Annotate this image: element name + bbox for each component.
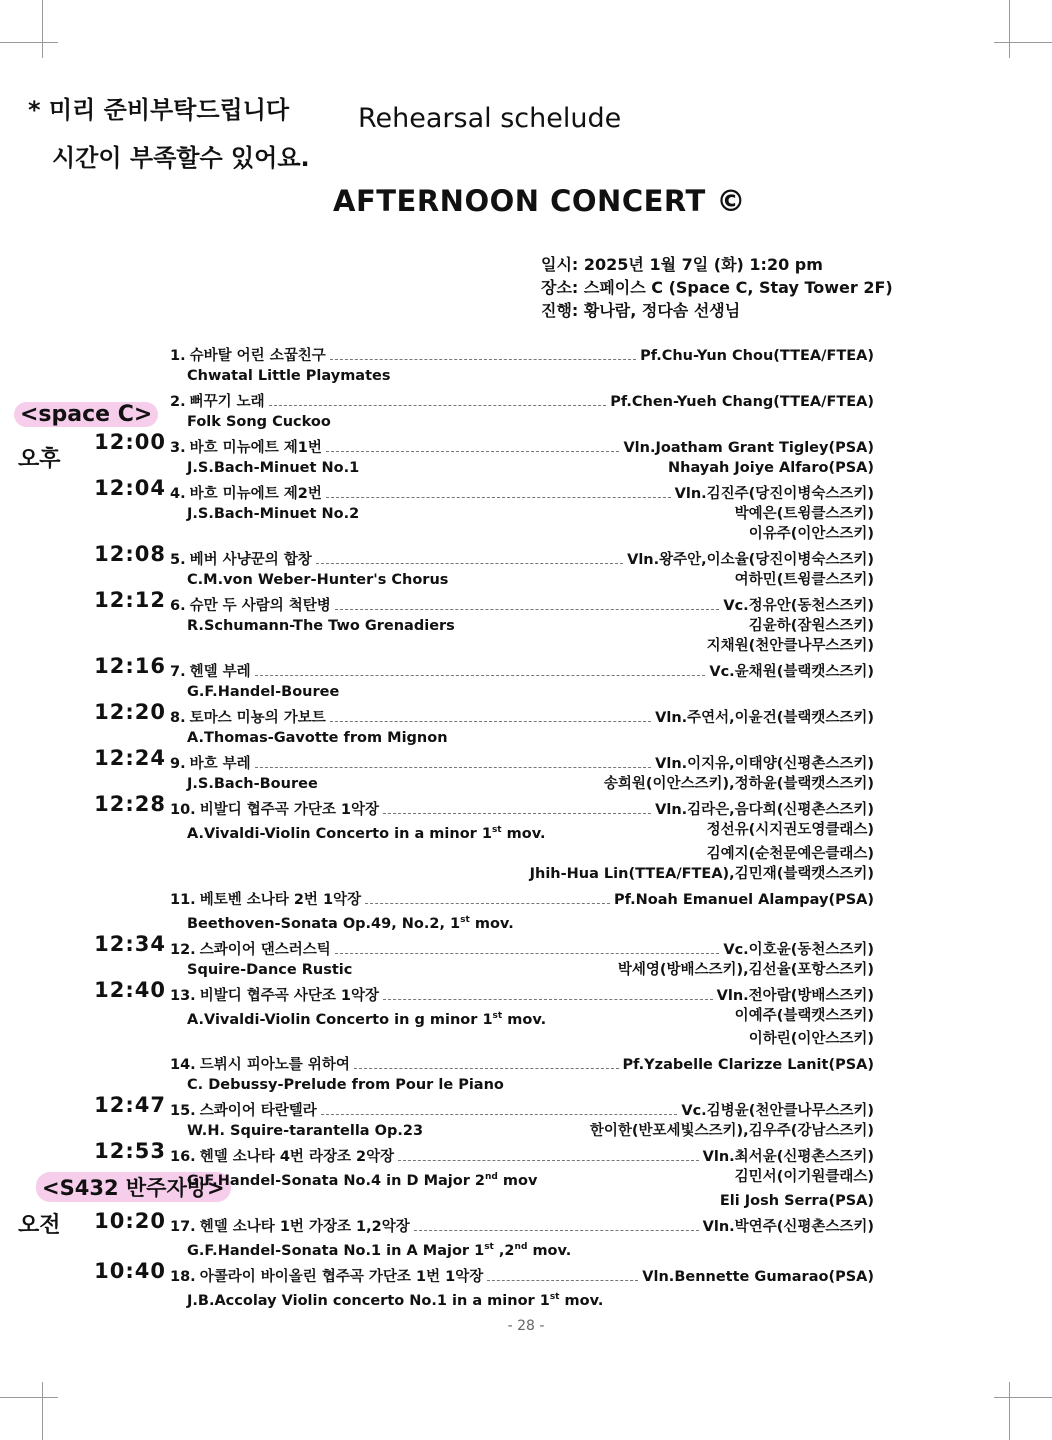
dotted-leader bbox=[330, 721, 651, 722]
dotted-leader bbox=[326, 451, 620, 452]
item-title-english: A.Thomas-Gavotte from Mignon bbox=[187, 730, 448, 746]
item-number: 7. bbox=[170, 664, 186, 680]
item-number: 14. bbox=[170, 1057, 196, 1074]
program-item bbox=[170, 1267, 874, 1311]
performer: Vln.박연주(신평촌스즈키) bbox=[702, 1219, 874, 1236]
handwritten-time: 12:00 bbox=[94, 430, 166, 454]
info-date: 일시: 2025년 1월 7일 (화) 1:20 pm bbox=[541, 255, 823, 274]
info-host: 진행: 황나람, 정다솜 선생님 bbox=[541, 301, 741, 320]
dotted-leader bbox=[383, 999, 713, 1000]
item-title-korean: 바흐 미뉴에트 제2번 bbox=[189, 486, 322, 502]
dotted-leader bbox=[414, 1230, 699, 1231]
performer: Vc.윤채원(블랙캣스즈키) bbox=[709, 664, 874, 680]
performer: Pf.Noah Emanuel Alampay(PSA) bbox=[613, 891, 874, 908]
performer: Vln.주연서,이윤건(블랙캣스즈키) bbox=[655, 710, 874, 726]
item-title-korean: 아콜라이 바이올린 협주곡 가단조 1번 1악장 bbox=[199, 1269, 484, 1286]
performer-extra: 지채원(천안클나무스즈키) bbox=[706, 638, 874, 654]
performer-extra: Eli Josh Serra(PSA) bbox=[719, 1193, 874, 1210]
performer-extra: 이하린(이안스즈키) bbox=[748, 1031, 874, 1048]
item-number: 18. bbox=[170, 1269, 196, 1286]
performer-line-2: 한이한(반포세빛스즈키),김우주(강남스즈키) bbox=[589, 1123, 874, 1140]
handwritten-time: 12:34 bbox=[94, 932, 166, 956]
item-title-english: J.B.Accolay Violin concerto No.1 in a minor 1st mov. bbox=[187, 1292, 604, 1309]
crop-mark bbox=[42, 0, 43, 58]
item-title-korean: 스콰이어 타란텔라 bbox=[199, 1103, 317, 1120]
morning-label: 오전 bbox=[18, 1213, 61, 1238]
item-title-korean: 슈바탈 어린 소꿉친구 bbox=[189, 348, 326, 364]
item-title-english: G.F.Handel-Bouree bbox=[187, 684, 340, 700]
performer-line-2: 박예은(트윙클스즈키) bbox=[734, 506, 874, 522]
item-number: 5. bbox=[170, 552, 186, 568]
item-number: 10. bbox=[170, 802, 196, 818]
item-number: 9. bbox=[170, 756, 186, 772]
program-item bbox=[170, 550, 874, 590]
item-title-korean: 헨델 소나타 1번 가장조 1,2악장 bbox=[199, 1219, 410, 1236]
item-title-korean: 뻐꾸기 노래 bbox=[189, 394, 265, 410]
item-number: 17. bbox=[170, 1219, 196, 1236]
item-title-english: A.Vivaldi-Violin Concerto in a minor 1st mov. bbox=[187, 825, 546, 842]
rehearsal-heading: Rehearsal schelude bbox=[358, 103, 622, 134]
item-title-english: J.S.Bach-Minuet No.1 bbox=[187, 460, 360, 476]
program-item bbox=[170, 940, 874, 980]
program-item bbox=[170, 392, 874, 432]
program-item bbox=[170, 596, 874, 656]
handwritten-time: 12:24 bbox=[94, 746, 166, 770]
crop-mark bbox=[0, 42, 58, 43]
handwritten-time: 12:04 bbox=[94, 476, 166, 500]
item-number: 16. bbox=[170, 1149, 196, 1166]
dotted-leader bbox=[255, 767, 651, 768]
item-number: 2. bbox=[170, 394, 186, 410]
item-title-english: J.S.Bach-Minuet No.2 bbox=[187, 506, 360, 522]
item-title-korean: 헨델 부레 bbox=[189, 664, 251, 680]
performer: Pf.Chu-Yun Chou(TTEA/FTEA) bbox=[640, 348, 874, 364]
performer: Vln.Joatham Grant Tigley(PSA) bbox=[623, 440, 874, 456]
dotted-leader bbox=[321, 1114, 678, 1115]
performer: Vln.왕주안,이소율(당진이병숙스즈키) bbox=[627, 552, 874, 568]
performer: Pf.Yzabelle Clarizze Lanit(PSA) bbox=[622, 1057, 874, 1074]
dotted-leader bbox=[316, 563, 623, 564]
performer-extra: 이유주(이안스즈키) bbox=[748, 526, 874, 542]
performer-line-2: 김민서(이기원클래스) bbox=[734, 1169, 874, 1186]
space-c-tag: <space C> bbox=[14, 402, 158, 427]
handwritten-time: 12:12 bbox=[94, 588, 166, 612]
item-title-korean: 토마스 미뇽의 가보트 bbox=[189, 710, 326, 726]
performer-line-2: Nhayah Joiye Alfaro(PSA) bbox=[667, 460, 874, 476]
item-title-english: Folk Song Cuckoo bbox=[187, 414, 331, 430]
item-title-english: G.F.Handel-Sonata No.4 in D Major 2nd mov bbox=[187, 1172, 538, 1190]
dotted-leader bbox=[335, 953, 720, 954]
handwritten-time: 12:16 bbox=[94, 654, 166, 678]
dotted-leader bbox=[398, 1160, 699, 1161]
program-item bbox=[170, 662, 874, 702]
handwritten-time: 10:40 bbox=[94, 1259, 166, 1283]
program-item bbox=[170, 708, 874, 748]
crop-mark bbox=[994, 1397, 1052, 1398]
performer-line-2: 정선유(시지권도영클래스) bbox=[706, 822, 874, 838]
item-title-korean: 스콰이어 댄스러스틱 bbox=[199, 941, 331, 958]
performer-extra: 김예지(순천문예은클래스) bbox=[706, 845, 874, 862]
program-item bbox=[170, 986, 874, 1050]
program-item bbox=[170, 1147, 874, 1211]
performer: Vln.김진주(당진이병숙스즈키) bbox=[674, 486, 874, 502]
concert-title: AFTERNOON CONCERT © bbox=[333, 184, 746, 218]
item-number: 15. bbox=[170, 1103, 196, 1120]
performer: Vln.최서윤(신평촌스즈키) bbox=[702, 1149, 874, 1166]
item-title-english: Squire-Dance Rustic bbox=[187, 961, 353, 978]
performer: Vc.정유안(동천스즈키) bbox=[723, 598, 874, 614]
program-item bbox=[170, 890, 874, 934]
program-item bbox=[170, 1101, 874, 1141]
performer-extra: Jhih-Hua Lin(TTEA/FTEA),김민재(블랙캣스즈키) bbox=[529, 865, 874, 882]
handwritten-time: 12:20 bbox=[94, 700, 166, 724]
performer-line-2: 이예주(블랙캣스즈키) bbox=[734, 1007, 874, 1024]
program-item bbox=[170, 1055, 874, 1095]
item-title-english: W.H. Squire-tarantella Op.23 bbox=[187, 1123, 424, 1140]
item-title-english: A.Vivaldi-Violin Concerto in g minor 1st mov. bbox=[187, 1010, 547, 1028]
handwritten-time: 12:40 bbox=[94, 978, 166, 1002]
dotted-leader bbox=[335, 609, 720, 610]
item-title-korean: 드뷔시 피아노를 위하여 bbox=[199, 1057, 350, 1074]
s432-tag: <S432 반주자방> bbox=[36, 1172, 231, 1202]
program-item bbox=[170, 754, 874, 794]
item-title-korean: 헨델 소나타 4번 라장조 2악장 bbox=[199, 1149, 395, 1166]
item-title-korean: 슈만 두 사람의 척탄병 bbox=[189, 598, 331, 614]
item-number: 1. bbox=[170, 348, 186, 364]
item-title-english: Chwatal Little Playmates bbox=[187, 368, 391, 384]
program-item bbox=[170, 484, 874, 544]
crop-mark bbox=[1009, 1382, 1010, 1440]
program-item bbox=[170, 800, 874, 884]
item-title-english: C.M.von Weber-Hunter's Chorus bbox=[187, 572, 449, 588]
dotted-leader bbox=[365, 903, 610, 904]
dotted-leader bbox=[330, 359, 636, 360]
program-list bbox=[170, 346, 874, 1317]
item-title-korean: 바흐 부레 bbox=[189, 756, 251, 772]
concert-info bbox=[541, 253, 893, 322]
performer: Pf.Chen-Yueh Chang(TTEA/FTEA) bbox=[610, 394, 874, 410]
item-number: 8. bbox=[170, 710, 186, 726]
item-number: 6. bbox=[170, 598, 186, 614]
dotted-leader bbox=[354, 1068, 619, 1069]
dotted-leader bbox=[383, 813, 651, 814]
handwritten-time: 12:47 bbox=[94, 1093, 166, 1117]
program-item bbox=[170, 346, 874, 386]
item-title-korean: 비발디 협주곡 사단조 1악장 bbox=[199, 987, 379, 1004]
item-title-korean: 베토벤 소나타 2번 1악장 bbox=[199, 891, 362, 908]
crop-mark bbox=[0, 1397, 58, 1398]
item-number: 13. bbox=[170, 987, 196, 1004]
crop-mark bbox=[994, 42, 1052, 43]
item-title-english: G.F.Handel-Sonata No.1 in A Major 1st ,2nd mov. bbox=[187, 1242, 572, 1260]
dotted-leader bbox=[326, 497, 671, 498]
item-title-korean: 비발디 협주곡 가단조 1악장 bbox=[199, 802, 379, 818]
item-number: 12. bbox=[170, 941, 196, 958]
dotted-leader bbox=[255, 675, 706, 676]
item-title-korean: 바흐 미뉴에트 제1번 bbox=[189, 440, 322, 456]
item-title-korean: 베버 사냥꾼의 합창 bbox=[189, 552, 312, 568]
item-number: 11. bbox=[170, 891, 196, 908]
crop-mark bbox=[1009, 0, 1010, 58]
item-title-english: Beethoven-Sonata Op.49, No.2, 1st mov. bbox=[187, 914, 514, 932]
performer: Vc.이호윤(동천스즈키) bbox=[723, 941, 874, 958]
dotted-leader bbox=[487, 1280, 638, 1281]
crop-mark bbox=[42, 1382, 43, 1440]
afternoon-label: 오후 bbox=[18, 447, 61, 472]
item-title-english: J.S.Bach-Bouree bbox=[187, 776, 318, 792]
handwritten-note-1: * 미리 준비부탁드립니다 bbox=[28, 96, 290, 124]
performer: Vc.김병윤(천안클나무스즈키) bbox=[681, 1103, 874, 1120]
performer: Vln.이지유,이태양(신평촌스즈키) bbox=[655, 756, 874, 772]
item-title-english: C. Debussy-Prelude from Pour le Piano bbox=[187, 1077, 504, 1094]
info-place: 장소: 스페이스 C (Space C, Stay Tower 2F) bbox=[541, 278, 893, 297]
handwritten-time: 12:28 bbox=[94, 792, 166, 816]
performer: Vln.Bennette Gumarao(PSA) bbox=[642, 1269, 874, 1286]
item-number: 3. bbox=[170, 440, 186, 456]
performer-line-2: 박세영(방배스즈키),김선율(포항스즈키) bbox=[617, 961, 874, 978]
performer-line-2: 송희원(이안스즈키),정하윤(블랙캣스즈키) bbox=[603, 776, 874, 792]
handwritten-note-2: 시간이 부족할수 있어요. bbox=[52, 144, 310, 172]
performer: Vln.전아람(방배스즈키) bbox=[716, 987, 874, 1004]
program-item bbox=[170, 438, 874, 478]
performer-line-2: 김윤하(잠원스즈키) bbox=[748, 618, 874, 634]
performer-line-2: 여하민(트윙클스즈키) bbox=[734, 572, 874, 588]
page-number: - 28 - bbox=[507, 1318, 545, 1334]
handwritten-time: 10:20 bbox=[94, 1209, 166, 1233]
item-number: 4. bbox=[170, 486, 186, 502]
program-item bbox=[170, 1217, 874, 1261]
item-title-english: R.Schumann-The Two Grenadiers bbox=[187, 618, 455, 634]
handwritten-time: 12:08 bbox=[94, 542, 166, 566]
handwritten-time: 12:53 bbox=[94, 1139, 166, 1163]
dotted-leader bbox=[269, 405, 607, 406]
performer: Vln.김라은,음다희(신평촌스즈키) bbox=[655, 802, 874, 818]
